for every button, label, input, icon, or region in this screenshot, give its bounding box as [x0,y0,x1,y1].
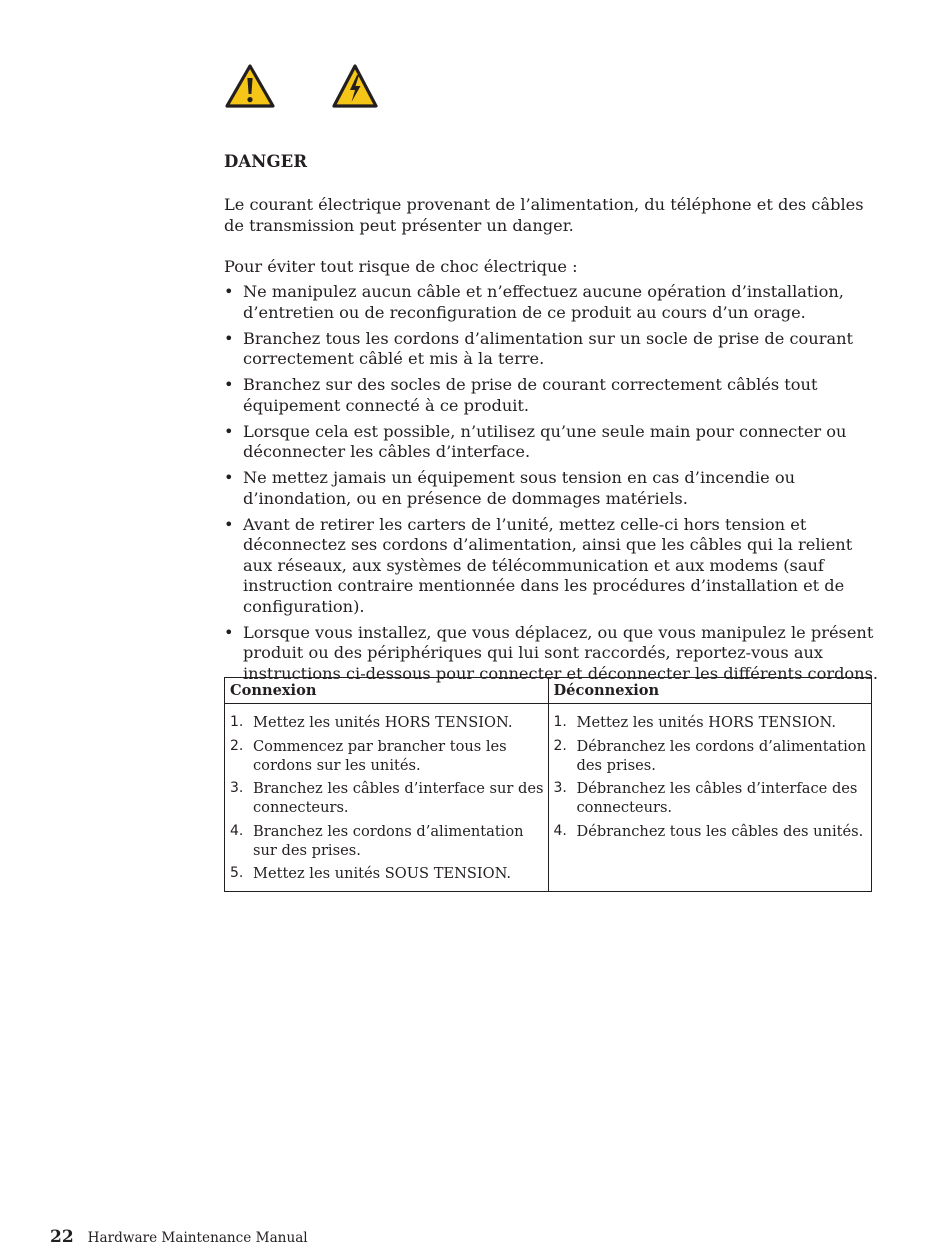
bullet-glyph: • [224,328,234,348]
step-text: Mettez les unités HORS TENSION. [576,714,836,731]
connect-steps-cell [225,704,549,892]
list-item [554,779,868,817]
list-item [230,713,544,732]
page-footer [50,1227,308,1247]
step-number: 3. [230,780,244,796]
step-text: Débranchez tous les câbles des unités. [576,822,864,840]
step-text: Branchez les câbles d’interface sur des connecteurs. [253,780,544,816]
bullet-text: Branchez sur des socles de prise de courant correctement câblés tout équipement connecté à ce produit. [243,375,818,415]
bullet-text: Avant de retirer les carters de l’unité, mettez celle-ci hors tension et déconnectez ses cordons d’alimentation, ainsi que les câbles qui la relient aux réseaux, aux systèmes de télécommunication et aux modems (sauf instruction contraire mentionnée dans les procédures d’installation et de configuration). [243,514,853,616]
bullet-glyph: • [224,622,234,642]
connect-steps-list [230,713,544,883]
step-text: Débranchez les câbles d’interface des connecteurs. [576,780,858,816]
bullet-text: Ne manipulez aucun câble et n’effectuez aucune opération d’installation, d’entretien ou de reconfiguration de ce produit au cours d’un orage. [243,282,844,322]
list-item [224,282,884,323]
bullet-text: Lorsque vous installez, que vous déplacez, ou que vous manipulez le présent produit ou des périphériques qui lui sont raccordés, reportez-vous aux instructions ci-dessous pour connecter et déconnecter les différents cordons. [243,622,879,683]
page-number: 22 [50,1227,74,1247]
list-item [554,713,868,732]
disconnect-column-header: Déconnexion [548,678,872,704]
bullet-text: Ne mettez jamais un équipement sous tension en cas d’incendie ou d’inondation, ou en présence de dommages matériels. [243,468,796,508]
list-item [554,737,868,775]
list-item [230,864,544,883]
bullet-glyph: • [224,282,234,301]
step-text: Débranchez les cordons d’alimentation des prises. [576,737,866,774]
step-number: 1. [230,714,244,730]
list-item [230,822,544,860]
step-text: Mettez les unités SOUS TENSION. [253,865,512,882]
list-item [224,468,884,509]
bullet-glyph: • [224,375,234,394]
step-number: 1. [553,714,567,730]
list-item [224,375,884,416]
electrical-hazard-icon [331,63,379,109]
manual-title: Hardware Maintenance Manual [87,1230,308,1246]
step-number: 5. [230,865,244,881]
step-number: 3. [553,780,567,796]
disconnect-steps-list [554,713,868,841]
bullet-glyph: • [224,468,234,487]
list-item [224,422,884,463]
list-item [224,623,884,685]
list-item [224,515,884,618]
disconnect-steps-cell [548,704,872,892]
connect-column-header: Connexion [225,678,549,704]
bullet-glyph: • [224,514,234,534]
list-item [554,822,868,841]
step-text: Mettez les unités HORS TENSION. [253,714,513,731]
connection-steps-table [224,677,872,892]
step-text: Commencez par brancher tous les cordons sur les unités. [253,737,507,774]
list-item [230,779,544,817]
list-item [224,329,884,370]
warning-icons [224,63,384,111]
intro-paragraph: Le courant électrique provenant de l’alimentation, du téléphone et des câbles de transmission peut présenter un danger. [224,195,864,235]
step-number: 4. [553,822,567,839]
step-number: 2. [553,737,567,754]
exclamation-warning-icon [224,63,276,109]
bullet-text: Branchez tous les cordons d’alimentation sur un socle de prise de courant correctement câblé et mis à la terre. [243,328,854,368]
step-text: Branchez les cordons d’alimentation sur des prises. [253,822,524,859]
bullet-glyph: • [224,421,234,441]
list-item [230,737,544,775]
step-number: 2. [230,737,244,754]
lead-paragraph: Pour éviter tout risque de choc électrique : [224,257,578,276]
bullet-text: Lorsque cela est possible, n’utilisez qu’une seule main pour connecter ou déconnecter les câbles d’interface. [243,421,847,461]
step-number: 4. [230,822,244,839]
safety-bullet-list [224,282,884,690]
danger-heading: DANGER [224,152,308,171]
